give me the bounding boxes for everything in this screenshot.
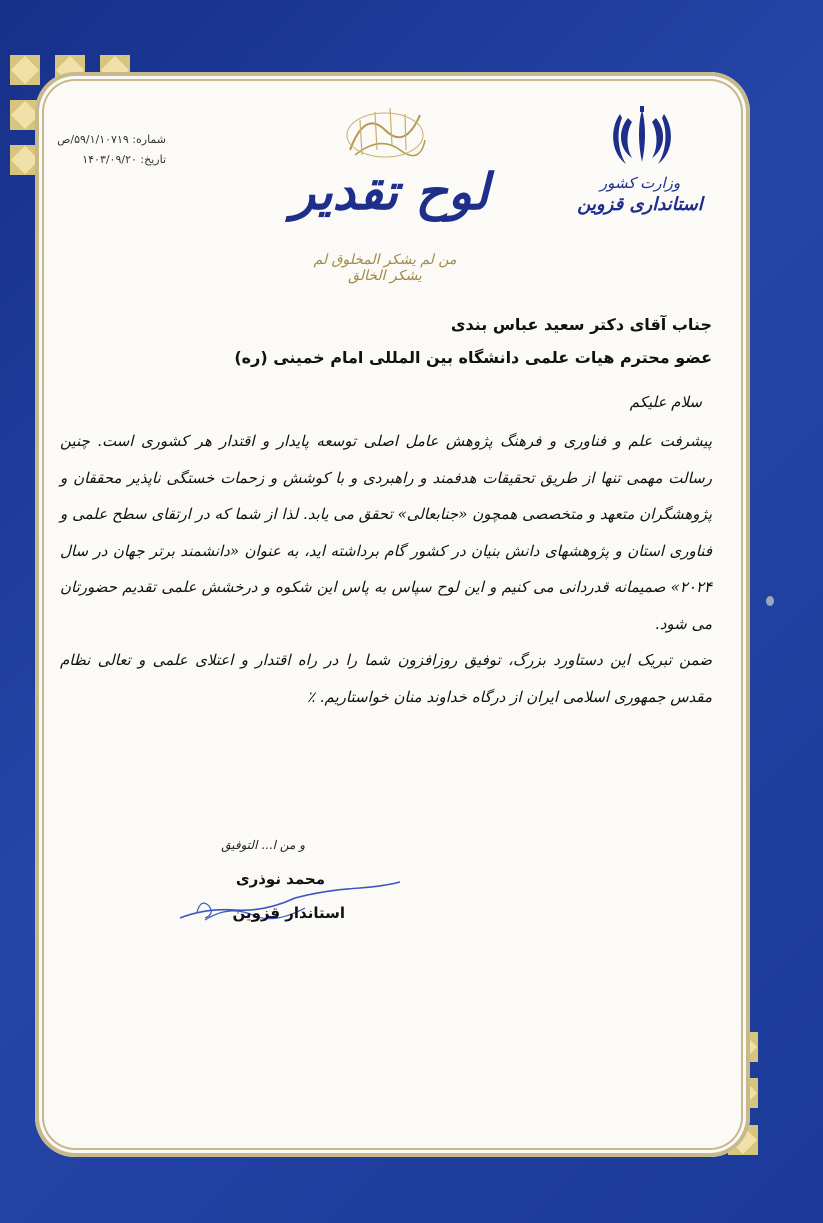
greeting: سلام علیکم	[629, 393, 702, 411]
signer-name: محمد نوذری	[235, 870, 325, 888]
letter-content	[60, 315, 712, 715]
signer-title: استاندار قزوین	[232, 904, 345, 922]
paragraph: پیشرفت علم و فناوری و فرهنگ پژوهش عامل اصلی توسعه پایدار و اقتدار هر کشوری است. چنین رسالت مهمی تنها از طریق تحقیقات هدفمند و راهبردی و با کوشش و زحمات خستگی ناپذیر محققان و پژوهشگران متعهد و متخصصی همچون «جنابعالی» تحقق می یابد. لذا از شما که در ارتقای سطح علمی و فناوری استان و پژوهشهای دانش بنیان در کشور گام برداشته اید، به عنوان «دانشمند برتر جهان در سال ۲۰۲۴» صمیمانه قدردانی می کنیم و این لوح سپاس به پاس این شکوه و درخشش علمی تقدیم حضورتان می شود.	[60, 432, 712, 633]
page-subtitle: من لم یشکر المخلوق لم یشکر الخالق	[313, 252, 457, 284]
recipient-role: عضو محترم هیات علمی دانشگاه بین المللی امام خمینی (ره)	[234, 348, 712, 367]
closing-phrase: و من ا... التوفیق	[221, 838, 305, 852]
letter-body	[60, 423, 712, 715]
iran-emblem-icon	[608, 104, 676, 172]
reference-number: شماره: ۵۹/۱/۱۰۷۱۹/ص	[57, 133, 166, 146]
recipient-name: جناب آقای دکتر سعید عباس بندی	[450, 315, 712, 334]
blue-mark	[766, 596, 774, 606]
paragraph: ضمن تبریک این دستاورد بزرگ، توفیق روزافزون شما را در راه اقتدار و اعتلای علمی و تعالی نظام مقدس جمهوری اسلامی ایران از درگاه خداوند منان خواستاریم. ٪	[60, 651, 712, 706]
organization-name: وزارت کشور استانداری قزوین	[577, 174, 703, 215]
signature-block	[165, 838, 405, 938]
reference-date: تاریخ: ۱۴۰۳/۰۹/۲۰	[82, 153, 166, 166]
reference-block	[56, 130, 166, 170]
bismillah-calligraphy-icon	[340, 100, 430, 160]
page-title: لوح تقدیر	[291, 162, 489, 221]
